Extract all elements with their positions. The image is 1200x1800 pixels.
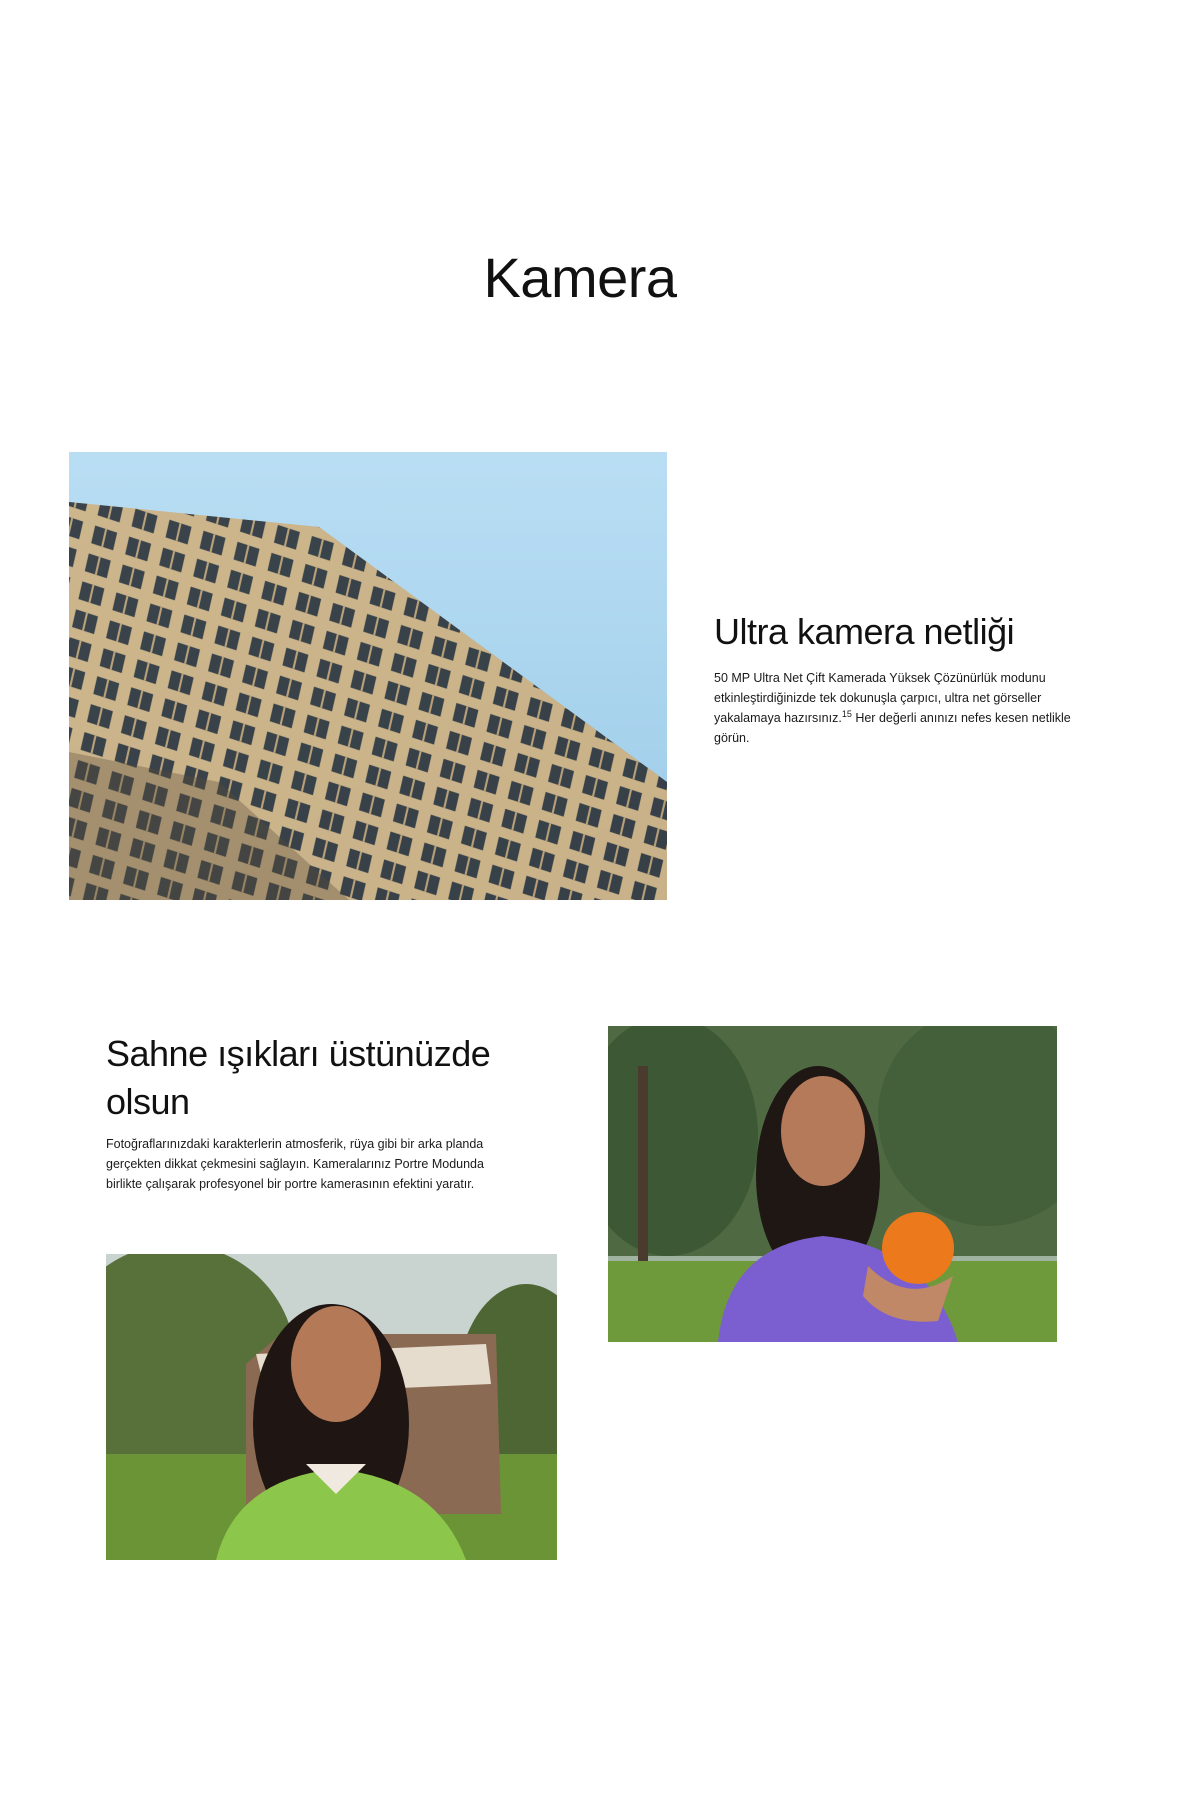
section-body-portrait: Fotoğraflarınızdaki karakterlerin atmosferik, rüya gibi bir arka planda gerçekten dikkat çekmesini sağlayın. Kameralarınız Portre Modunda birlikte çalışarak profesyonel bir portre kamerasının efektini yaratır. xyxy=(106,1137,484,1191)
clarity-body-end: Her değerli anınızı nefes kesen netlikle görün. xyxy=(714,711,1071,745)
footnote-marker[interactable]: 15 xyxy=(841,708,852,719)
portrait-chair-photo xyxy=(106,1254,557,1560)
portrait-orange-photo xyxy=(608,1026,1057,1342)
building-photo xyxy=(69,452,667,900)
clarity-body-main: 50 MP Ultra Net Çift Kamerada Yüksek Çözünürlük modunu etkinleştirdiğinizde tek dokunuşla çarpıcı, ultra net görseller yakalamaya hazırsınız. xyxy=(714,671,1046,725)
portrait-orange-image xyxy=(608,1026,1057,1342)
section-heading-portrait: Sahne ışıkları üstünüzde olsun xyxy=(106,1033,491,1122)
building-image xyxy=(69,452,667,900)
section-body-clarity xyxy=(714,668,1094,748)
portrait-chair-image xyxy=(106,1254,557,1560)
page-title: Kamera xyxy=(483,246,677,309)
section-heading-clarity: Ultra kamera netliği xyxy=(714,611,1015,652)
